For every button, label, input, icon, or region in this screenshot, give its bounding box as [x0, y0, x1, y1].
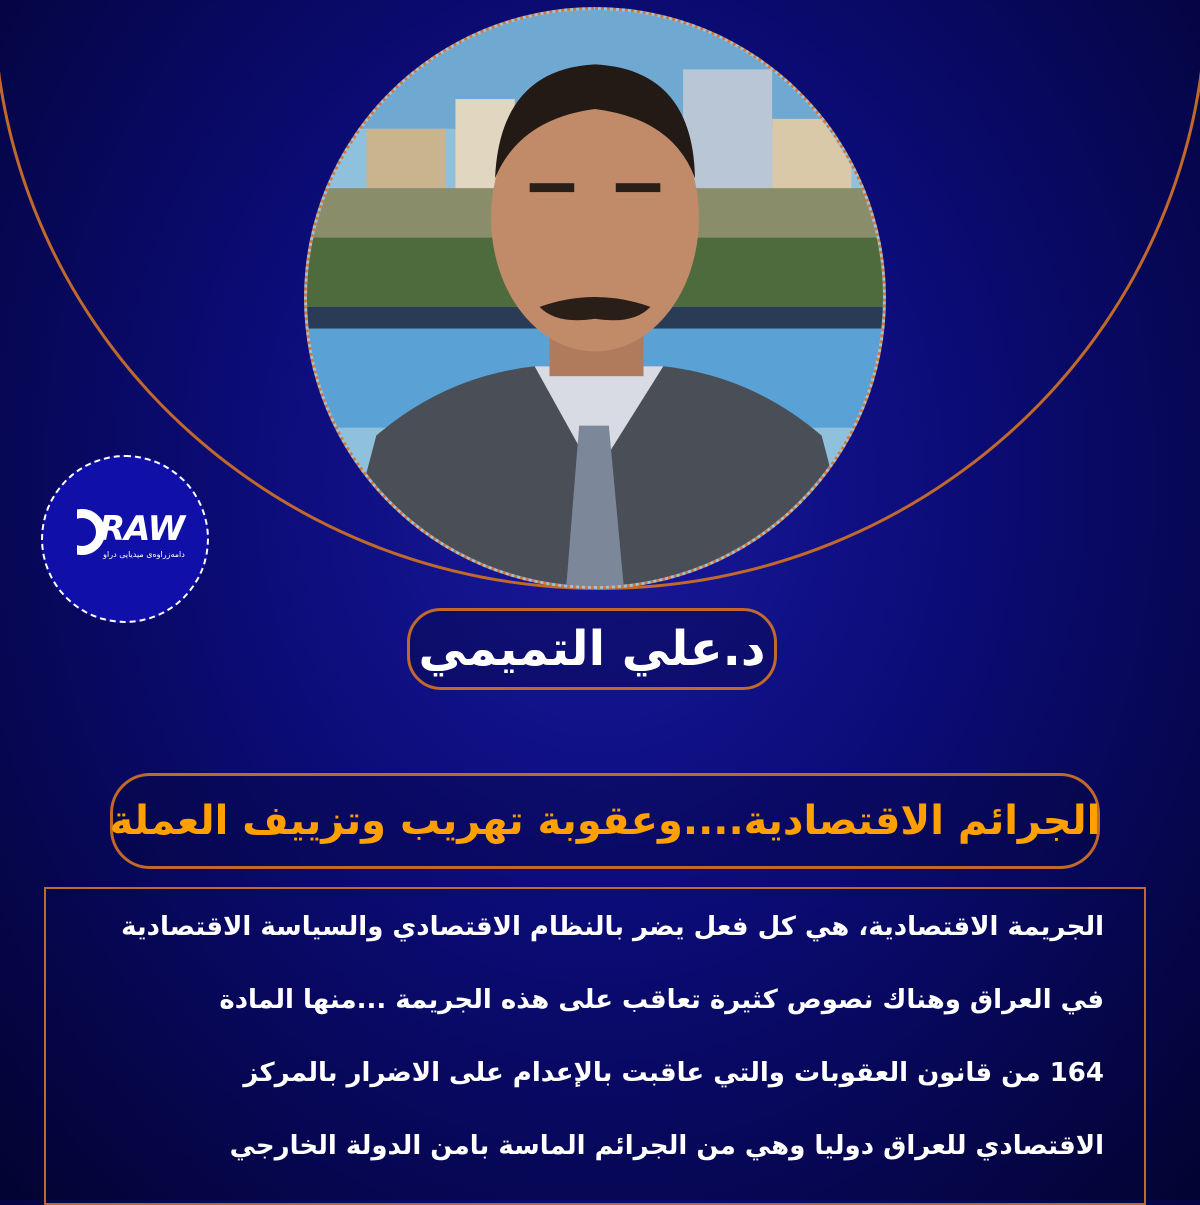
article-line: الجريمة الاقتصادية، هي كل فعل يضر بالنظام الاقتصادي والسياسة الاقتصادية	[121, 912, 1104, 942]
article-line: 164 من قانون العقوبات والتي عاقبت بالإعدام على الاضرار بالمركز	[243, 1058, 1104, 1088]
article-line: الاقتصادي للعراق دوليا وهي من الجرائم الماسة بامن الدولة الخارجي	[229, 1131, 1104, 1161]
article-title: الجرائم الاقتصادية....وعقوبة تهريب وتزييف العملة	[109, 798, 1101, 844]
article-body	[44, 887, 1146, 1205]
name-badge	[407, 608, 777, 690]
logo-wordmark: RAW	[99, 509, 185, 549]
draw-logo	[41, 455, 209, 623]
article-line: في العراق وهناك نصوص كثيرة تعاقب على هذه الجريمة ...منها المادة	[219, 985, 1104, 1015]
person-name: د.علي التميمي	[418, 621, 766, 677]
portrait-photo	[304, 7, 886, 589]
title-badge	[110, 773, 1100, 869]
logo-tagline: دامەزراوەی میدیایی دراو	[103, 550, 185, 559]
